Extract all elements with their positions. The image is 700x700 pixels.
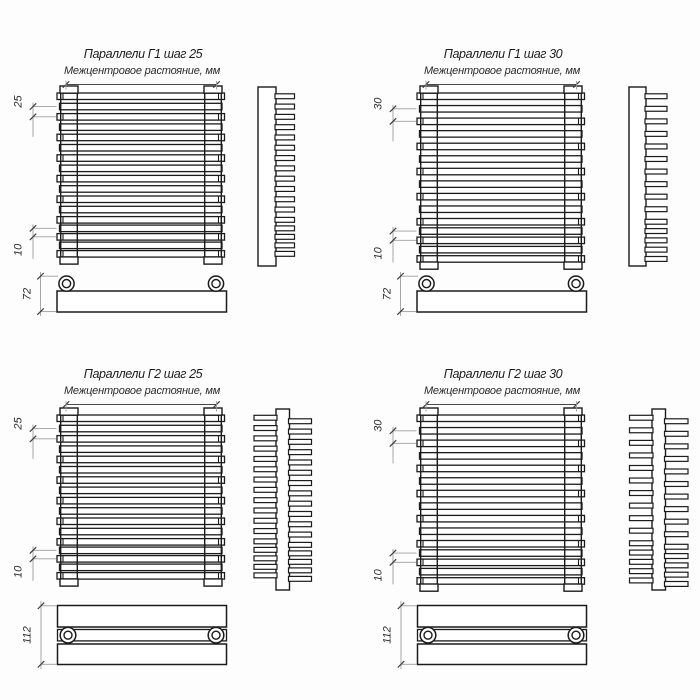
tube-row <box>57 217 225 224</box>
side-tube-stub-back <box>630 578 654 583</box>
side-tube-stub <box>275 125 295 130</box>
tube-row <box>420 550 583 557</box>
quadrant-title-g2-step25: Параллели Г2 шаг 25 <box>83 367 203 381</box>
tube-row <box>417 219 585 226</box>
side-tube-stub-back <box>254 573 277 578</box>
quadrant-subtitle-g2-step30: Межцентровое растояние, мм <box>423 385 581 397</box>
side-tube-stub-back <box>254 529 277 534</box>
tube-row <box>420 206 583 213</box>
side-tube-stub-front <box>289 522 312 527</box>
side-tube-stub-front <box>289 429 312 434</box>
side-tube-stub <box>275 156 295 161</box>
side-tube-stub-front <box>289 491 312 496</box>
center-distance-dimension-g1-step25 <box>63 81 220 90</box>
tube-row <box>417 440 585 447</box>
collector-bottom-tab <box>420 262 438 269</box>
quadrant-g2-step25 <box>13 401 312 669</box>
depth-dimension-g1-step30 <box>382 272 419 316</box>
depth-dimension-value: 72 <box>381 287 394 301</box>
quadrant-title-g1-step25: Параллели Г1 шаг 25 <box>83 47 203 61</box>
collector-bottom-tab <box>204 579 222 586</box>
side-tube-stub-front <box>289 551 312 556</box>
collector-top-tab <box>204 86 222 93</box>
gap-dimension-g2-step25 <box>13 546 57 581</box>
side-tube-stub-back <box>254 415 277 420</box>
front-view-g1-step25 <box>57 86 225 264</box>
plan-collector-inner <box>64 631 72 639</box>
plan-collector-inner <box>424 631 432 639</box>
side-view-g1-step30 <box>629 87 667 266</box>
side-tube-stub <box>275 145 295 150</box>
collector-top-tab <box>420 408 438 415</box>
tube-row <box>57 518 225 525</box>
plan-tube-row <box>57 291 227 312</box>
side-tube-stub-front <box>289 512 312 517</box>
tube-row <box>420 131 583 138</box>
plan-tube-row-front <box>58 606 227 628</box>
side-tube-stub-front <box>665 469 689 474</box>
tube-row <box>60 467 223 474</box>
side-collector-body <box>258 87 276 266</box>
side-tube-stub-back <box>254 539 277 544</box>
step-dimension-value: 30 <box>372 97 385 110</box>
side-tube-stub-back <box>254 426 277 431</box>
side-tube-stub-back <box>254 518 277 523</box>
tube-row <box>417 143 585 150</box>
side-tube-stub-front <box>289 576 312 581</box>
side-tube-stub <box>275 176 295 181</box>
gap-dimension-g1-step30 <box>373 227 417 262</box>
side-tube-stub-back <box>630 559 654 564</box>
gap-dimension-value: 10 <box>372 247 385 260</box>
tube-row <box>417 168 585 175</box>
tube-row <box>417 515 585 522</box>
side-tube-stub <box>645 229 667 234</box>
side-tube-stub-front <box>665 582 689 587</box>
side-tube-stub <box>645 257 667 262</box>
plan-collector-inner <box>212 631 220 639</box>
tube-row <box>57 134 225 141</box>
side-tube-stub <box>275 226 295 231</box>
side-tube-stub-front <box>665 482 689 487</box>
side-tube-stub-front <box>665 544 689 549</box>
tube-row <box>60 103 223 110</box>
depth-dimension-g2-step25 <box>22 601 58 669</box>
side-tube-stub-front <box>289 419 312 424</box>
side-tube-stub <box>275 187 295 192</box>
tube-row <box>420 453 583 460</box>
side-tube-stub <box>645 247 667 252</box>
side-tube-stub <box>275 217 295 222</box>
side-tube-stub-back <box>630 550 654 555</box>
tube-row <box>420 246 583 253</box>
tube-row <box>417 118 585 125</box>
step-dimension-g1-step25 <box>13 95 57 137</box>
side-tube-stub-back <box>254 508 277 513</box>
tube-row <box>417 578 585 585</box>
collector-top-tab <box>564 86 582 93</box>
collector-top-tab <box>564 408 582 415</box>
side-tube-stub <box>275 104 295 109</box>
side-tube-stub <box>275 234 295 239</box>
depth-dimension-value: 72 <box>21 287 34 301</box>
tube-row <box>60 124 223 130</box>
side-tube-stub-back <box>630 466 654 471</box>
quadrant-g2-step30 <box>373 401 689 669</box>
tube-row <box>57 477 225 484</box>
side-tube-stub <box>275 114 295 119</box>
side-tube-stub <box>645 194 667 199</box>
quadrant-g1-step30 <box>373 81 668 316</box>
plan-tube-row-back <box>418 644 587 665</box>
front-view-g1-step30 <box>417 86 585 269</box>
tube-row <box>57 556 225 563</box>
plan-collector-inner <box>212 280 220 288</box>
tube-row <box>60 425 223 432</box>
side-tube-stub-front <box>665 456 689 461</box>
side-tube-stub-back <box>630 569 654 574</box>
gap-dimension-g1-step25 <box>13 224 57 259</box>
plan-view-g2-step25 <box>58 606 227 665</box>
collector-bottom-tab <box>204 257 222 264</box>
tube-row <box>57 155 225 162</box>
depth-dimension-g2-step30 <box>382 601 418 669</box>
side-tube-stub-front <box>289 450 312 455</box>
side-tube-stub-back <box>630 453 654 458</box>
tube-row <box>420 478 583 485</box>
side-tube-stub-front <box>289 481 312 486</box>
side-tube-stub-front <box>665 431 689 436</box>
side-tube-stub <box>645 219 667 224</box>
side-tube-stub <box>275 243 295 248</box>
side-tube-stub-back <box>630 478 654 483</box>
quadrant-subtitle-g2-step25: Межцентровое растояние, мм <box>63 385 221 397</box>
tube-row <box>60 487 223 494</box>
tube-row <box>57 456 225 463</box>
step-dimension-value: 25 <box>12 417 25 430</box>
tube-row <box>417 559 585 566</box>
side-tube-stub-back <box>630 528 654 533</box>
side-tube-stub-front <box>289 532 312 537</box>
side-tube-stub <box>645 207 667 212</box>
plan-collector-inner <box>62 280 70 288</box>
side-tube-stub-back <box>254 477 277 482</box>
collector-top-tab <box>60 408 78 415</box>
quadrant-g1-step25 <box>13 81 295 316</box>
center-distance-dimension-g2-step30 <box>423 401 580 412</box>
tube-row <box>420 528 583 535</box>
side-tube-stub-back <box>254 467 277 472</box>
side-tube-stub-front <box>665 494 689 499</box>
tube-row <box>420 106 583 113</box>
tube-row <box>420 568 583 575</box>
collector-bottom-tab <box>564 262 582 269</box>
tube-row <box>417 415 585 422</box>
side-tube-stub-front <box>289 568 312 573</box>
gap-dimension-value: 10 <box>372 569 385 582</box>
side-tube-stub-front <box>665 572 689 577</box>
collector-bottom-tab <box>60 579 78 586</box>
tube-row <box>60 186 223 193</box>
collector-bottom-tab <box>60 257 78 264</box>
side-tube-stub-front <box>665 419 689 424</box>
center-distance-dimension-g1-step30 <box>423 81 580 90</box>
side-tube-stub-back <box>254 457 277 462</box>
tube-row <box>60 165 223 172</box>
tube-row <box>417 541 585 548</box>
side-tube-stub-front <box>289 559 312 564</box>
side-tube-stub-front <box>665 554 689 559</box>
tube-row <box>57 497 225 504</box>
depth-dimension-value: 112 <box>21 626 34 644</box>
tube-row <box>420 181 583 188</box>
side-tube-stub-back <box>630 415 654 420</box>
side-tube-stub-back <box>630 503 654 508</box>
plan-tube-row-front <box>418 606 587 628</box>
side-tube-stub-front <box>665 507 689 512</box>
side-tube-stub-back <box>254 547 277 552</box>
step-dimension-g1-step30 <box>373 97 417 142</box>
tube-row <box>60 508 223 515</box>
quadrant-subtitle-g1-step30: Межцентровое растояние, мм <box>423 65 581 77</box>
side-tube-stub-front <box>665 563 689 568</box>
depth-dimension-g1-step25 <box>22 272 59 316</box>
collector-bottom-tab <box>564 584 582 591</box>
side-tube-stub-back <box>254 487 277 492</box>
tube-row <box>57 93 225 100</box>
side-view-g2-step25 <box>254 409 312 590</box>
side-tube-stub <box>275 207 295 212</box>
side-tube-stub <box>645 119 667 124</box>
tube-row <box>60 225 223 232</box>
side-collector-body <box>652 409 666 590</box>
side-tube-stub <box>275 166 295 171</box>
side-view-g1-step25 <box>258 87 295 266</box>
tube-row <box>417 237 585 244</box>
side-tube-stub-back <box>630 428 654 433</box>
side-tube-stub-back <box>630 491 654 496</box>
side-tube-stub <box>275 197 295 202</box>
tube-row <box>60 145 223 152</box>
plan-view-g2-step30 <box>418 606 587 665</box>
side-tube-stub-front <box>289 460 312 465</box>
plan-view-g1-step30 <box>417 276 587 312</box>
depth-dimension-value: 112 <box>381 626 394 644</box>
tube-row <box>420 428 583 435</box>
front-view-g2-step30 <box>417 408 585 591</box>
center-distance-dimension-g2-step25 <box>63 401 220 412</box>
side-tube-stub <box>275 251 295 256</box>
side-tube-stub-front <box>289 439 312 444</box>
tube-row <box>420 503 583 510</box>
side-tube-stub-back <box>630 440 654 445</box>
tube-row <box>57 573 225 580</box>
plan-collector-inner <box>422 280 430 288</box>
quadrant-title-g1-step30: Параллели Г1 шаг 30 <box>443 47 563 61</box>
side-tube-stub-back <box>254 436 277 441</box>
front-view-g2-step25 <box>57 408 225 586</box>
plan-tube-row-back <box>58 644 227 665</box>
side-tube-stub <box>275 135 295 140</box>
tube-row <box>420 156 583 163</box>
side-tube-stub <box>275 94 295 99</box>
tube-row <box>57 415 225 422</box>
plan-collector-inner <box>572 280 580 288</box>
step-dimension-g2-step25 <box>13 417 57 459</box>
side-tube-stub <box>645 238 667 243</box>
side-tube-stub <box>645 106 667 111</box>
side-tube-stub-front <box>289 470 312 475</box>
tube-row <box>60 242 223 249</box>
tube-row <box>60 547 223 554</box>
tube-row <box>57 436 225 443</box>
plan-center-band <box>58 630 227 641</box>
side-tube-stub <box>645 169 667 174</box>
tube-row <box>57 234 225 241</box>
side-tube-stub-back <box>254 564 277 569</box>
side-collector-body <box>629 87 646 266</box>
tube-row <box>57 251 225 258</box>
side-tube-stub <box>645 144 667 149</box>
plan-center-band <box>418 630 587 641</box>
side-tube-stub <box>645 157 667 162</box>
tube-row <box>417 93 585 100</box>
plan-tube-row <box>417 291 587 312</box>
side-tube-stub-front <box>289 501 312 506</box>
tube-row <box>417 193 585 200</box>
step-dimension-value: 30 <box>372 419 385 432</box>
tube-row <box>417 490 585 497</box>
tube-row <box>60 528 223 535</box>
side-tube-stub <box>645 182 667 187</box>
step-dimension-value: 25 <box>12 95 25 108</box>
quadrant-subtitle-g1-step25: Межцентровое растояние, мм <box>63 65 221 77</box>
tube-row <box>57 175 225 182</box>
tube-row <box>60 206 223 213</box>
side-tube-stub <box>645 131 667 136</box>
side-tube-stub-front <box>665 532 689 537</box>
tube-row <box>60 564 223 571</box>
gap-dimension-value: 10 <box>12 243 25 256</box>
tube-row <box>60 446 223 453</box>
side-tube-stub-back <box>254 498 277 503</box>
side-tube-stub <box>645 94 667 99</box>
plan-collector-inner <box>572 631 580 639</box>
quadrant-title-g2-step30: Параллели Г2 шаг 30 <box>443 367 563 381</box>
side-tube-stub-back <box>254 556 277 561</box>
side-tube-stub-back <box>630 541 654 546</box>
plan-view-g1-step25 <box>57 276 227 312</box>
tube-row <box>57 539 225 546</box>
tube-row <box>417 256 585 263</box>
step-dimension-g2-step30 <box>373 419 417 464</box>
gap-dimension-g2-step30 <box>373 549 417 584</box>
side-tube-stub-back <box>254 446 277 451</box>
side-tube-stub-back <box>630 516 654 521</box>
tube-row <box>420 228 583 235</box>
collector-bottom-tab <box>420 584 438 591</box>
side-tube-stub-front <box>665 519 689 524</box>
side-view-g2-step30 <box>630 409 689 590</box>
collector-top-tab <box>204 408 222 415</box>
gap-dimension-value: 10 <box>12 565 25 578</box>
side-tube-stub-front <box>665 444 689 449</box>
tube-row <box>57 114 225 121</box>
tube-row <box>417 465 585 472</box>
side-tube-stub-front <box>289 542 312 547</box>
tube-row <box>57 196 225 203</box>
side-collector-body <box>276 409 290 590</box>
